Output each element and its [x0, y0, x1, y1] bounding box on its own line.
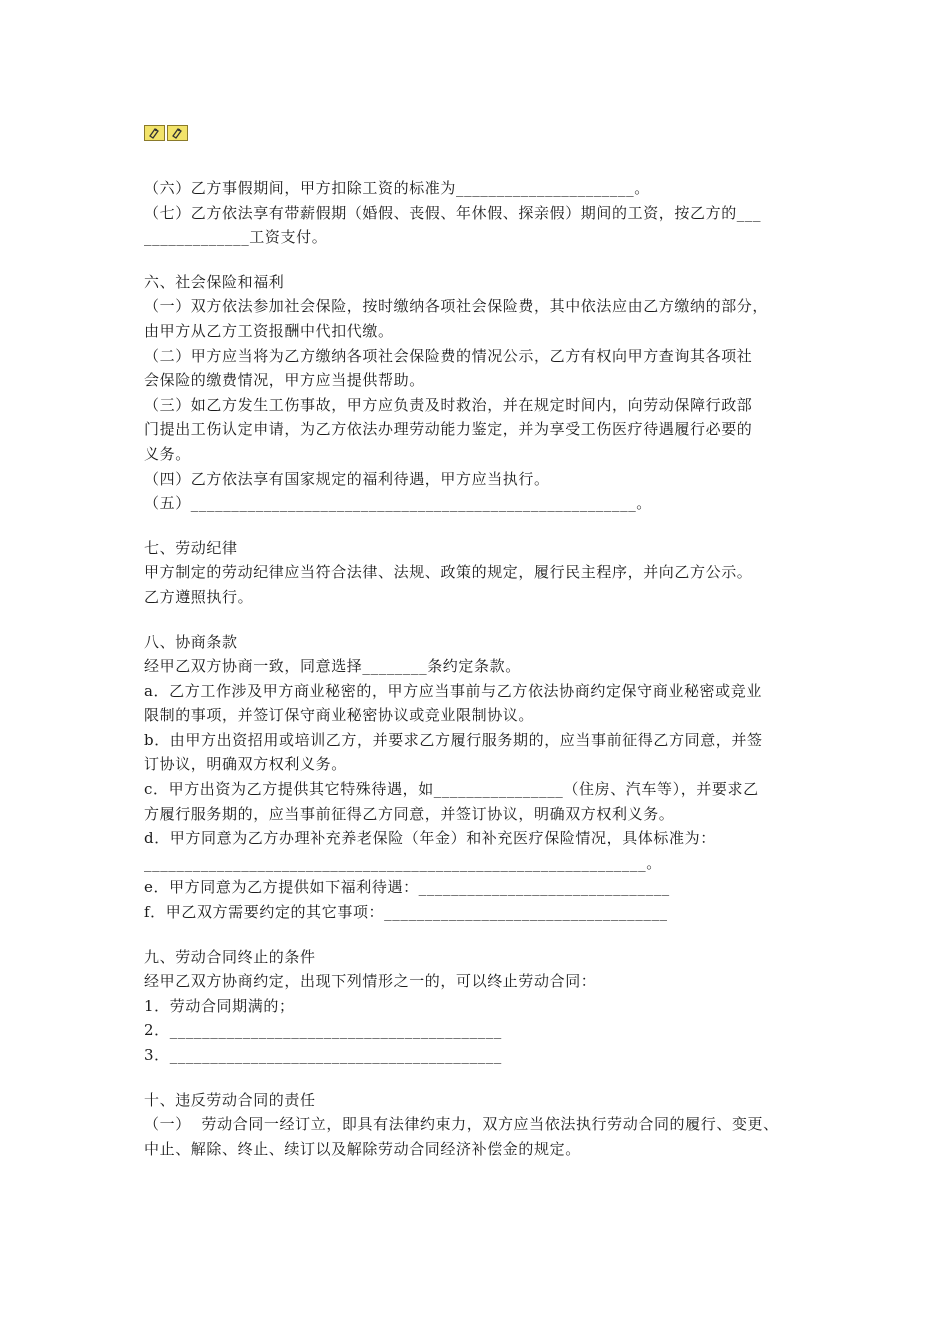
clause-text: （三）如乙方发生工伤事故，甲方应负责及时救治，并在规定时间内，向劳动保障行政部: [144, 395, 753, 414]
attachment-icons: [144, 125, 188, 141]
clause-text: 乙方遵照执行。: [144, 587, 254, 606]
attachment-icon[interactable]: [167, 125, 188, 141]
clause-7-line2: _____________工资支付。: [144, 228, 328, 247]
clause-text: ______________________________________________________________。: [144, 853, 662, 872]
clause-text: e．甲方同意为乙方提供如下福利待遇：_______________________________: [144, 878, 670, 897]
clause-text: b．由甲方出资招用或培训乙方，并要求乙方履行服务期的，应当事前征得乙方同意，并签: [144, 730, 763, 749]
clause-text: 1．劳动合同期满的；: [144, 996, 295, 1015]
clause-text: 义务。: [144, 444, 191, 463]
clause-text: 方履行服务期的，应当事前征得乙方同意，并签订协议，明确双方权利义务。: [144, 804, 675, 823]
clause-text: f．甲乙双方需要约定的其它事项：___________________________________: [144, 903, 668, 922]
clause-text: 经甲乙双方协商一致，同意选择________条约定条款。: [144, 657, 521, 676]
clause-text: （五）_______________________________________________________。: [144, 494, 652, 513]
clause-text: d．甲方同意为乙方办理补充养老保险（年金）和补充医疗保险情况，具体标准为：: [144, 829, 716, 848]
clause-text: 经甲乙双方协商约定，出现下列情形之一的，可以终止劳动合同：: [144, 972, 597, 991]
section-title-social-insurance: 六、社会保险和福利: [144, 272, 285, 291]
attachment-icon[interactable]: [144, 125, 165, 141]
clause-text: 2．_________________________________________: [144, 1021, 502, 1040]
clause-6: （六）乙方事假期间，甲方扣除工资的标准为______________________。: [144, 179, 650, 197]
clause-text: c．甲方出资为乙方提供其它特殊待遇，如________________（住房、汽车等），并要求乙: [144, 780, 759, 799]
section-title-negotiated-terms: 八、协商条款: [144, 632, 238, 651]
clause-text: 3．_________________________________________: [144, 1046, 502, 1064]
section-title-labor-discipline: 七、劳动纪律: [144, 538, 238, 557]
contract-body: [144, 176, 834, 1161]
clause-text: （一）双方依法参加社会保险，按时缴纳各项社会保险费，其中依法应由乙方缴纳的部分，: [144, 297, 769, 316]
section-title-liability: 十、违反劳动合同的责任: [144, 1090, 316, 1109]
clause-text: 甲方制定的劳动纪律应当符合法律、法规、政策的规定，履行民主程序，并向乙方公示。: [144, 563, 753, 582]
clause-text: 中止、解除、终止、续订以及解除劳动合同经济补偿金的规定。: [144, 1139, 581, 1158]
clause-text: 限制的事项，并签订保守商业秘密协议或竞业限制协议。: [144, 706, 535, 725]
section-title-termination: 九、劳动合同终止的条件: [144, 947, 316, 966]
clause-7-line1: （七）乙方依法享有带薪假期（婚假、丧假、年休假、探亲假）期间的工资，按乙方的___: [144, 203, 762, 222]
clause-text: a．乙方工作涉及甲方商业秘密的，甲方应当事前与乙方依法协商约定保守商业秘密或竞业: [144, 681, 762, 700]
clause-text: 会保险的缴费情况，甲方应当提供帮助。: [144, 371, 425, 390]
clause-text: （二）甲方应当将为乙方缴纳各项社会保险费的情况公示，乙方有权向甲方查询其各项社: [144, 346, 753, 365]
clause-text: （一） 劳动合同一经订立，即具有法律约束力，双方应当依法执行劳动合同的履行、变更、: [144, 1115, 779, 1134]
clause-text: （四）乙方依法享有国家规定的福利待遇，甲方应当执行。: [144, 469, 550, 488]
clause-text: 订协议，明确双方权利义务。: [144, 755, 347, 774]
clause-text: 由甲方从乙方工资报酬中代扣代缴。: [144, 321, 394, 340]
clause-text: 门提出工伤认定申请，为乙方依法办理劳动能力鉴定，并为享受工伤医疗待遇履行必要的: [144, 420, 753, 439]
